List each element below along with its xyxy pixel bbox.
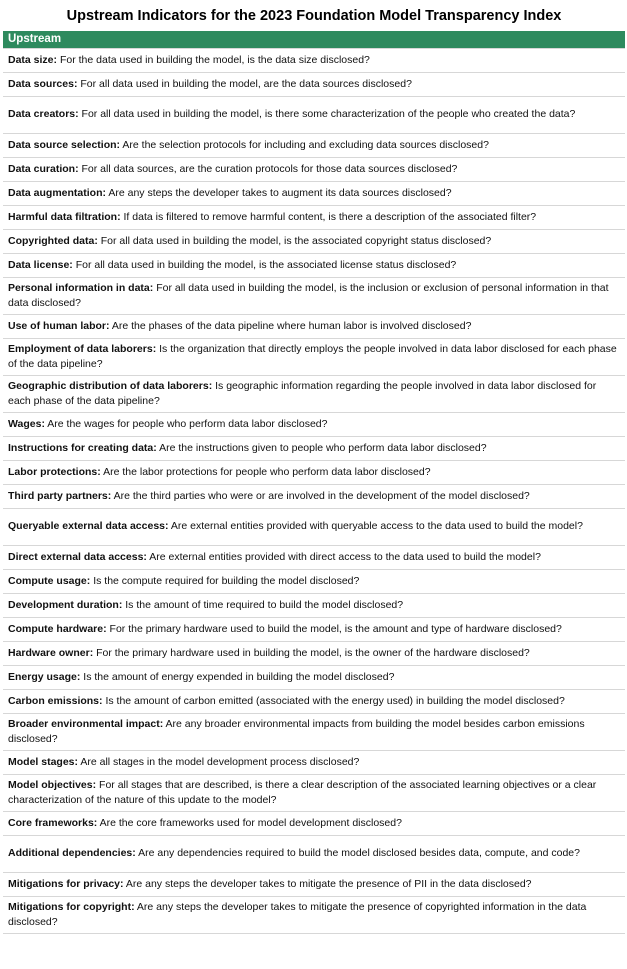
indicator-description: Are any steps the developer takes to augment its data sources disclosed? [108, 186, 452, 199]
indicator-text [8, 210, 536, 225]
indicator-description: Are any steps the developer takes to mitigate the presence of copyrighted information in the data disclosed? [8, 901, 587, 928]
indicator-row [3, 314, 625, 338]
indicator-term: Personal information in data: [8, 282, 154, 294]
indicator-row [3, 484, 625, 508]
indicator-row [3, 205, 625, 229]
section-header: Upstream [3, 31, 625, 48]
indicator-text [8, 281, 621, 310]
indicator-term: Energy usage: [8, 670, 81, 683]
indicator-text [8, 755, 359, 770]
indicator-row [3, 545, 625, 569]
indicator-row [3, 460, 625, 484]
indicator-text [8, 816, 402, 831]
page-title: Upstream Indicators for the 2023 Foundation Model Transparency Index [66, 7, 562, 24]
indicator-description: For the data used in building the model, is the data size disclosed? [59, 53, 370, 66]
indicator-row [3, 593, 625, 617]
indicator-row [3, 412, 625, 436]
indicator-text [8, 622, 562, 637]
indicator-text [8, 598, 403, 613]
indicator-description: Are the core frameworks used for model development disclosed? [99, 816, 402, 829]
indicator-term: Instructions for creating data: [8, 441, 157, 454]
indicator-term: Harmful data filtration: [8, 210, 121, 223]
indicator-term: Data augmentation: [8, 186, 107, 199]
indicator-description: Are the third parties who were or are involved in the development of the model disclosed? [113, 489, 530, 502]
indicator-description: Are the phases of the data pipeline where human labor is involved disclosed? [111, 319, 472, 332]
indicator-row [3, 157, 625, 181]
indicator-description: For all stages that are described, is there a clear description of the associated learning objectives or a clear characterization of the nature of this update to the model? [8, 779, 597, 806]
indicator-description: Are the wages for people who perform data labor disclosed? [47, 417, 328, 430]
indicator-row [3, 338, 625, 375]
indicator-description: Is geographic information regarding the people involved in data labor disclosed for each phase of the data pipeline? [8, 380, 597, 407]
indicator-text [8, 107, 575, 122]
indicator-text [8, 162, 457, 177]
indicator-text [8, 465, 431, 480]
indicator-description: Is the compute required for building the model disclosed? [93, 574, 360, 587]
indicator-description: Are the labor protections for people who perform data labor disclosed? [103, 465, 431, 478]
indicator-text [8, 77, 412, 92]
indicator-row [3, 375, 625, 412]
indicator-row [3, 750, 625, 774]
indicator-description: For all data sources, are the curation protocols for those data sources disclosed? [81, 162, 458, 175]
indicator-description: Is the amount of time required to build the model disclosed? [125, 598, 404, 611]
indicator-row [3, 835, 625, 872]
indicator-description: Are any broader environmental impacts from building the model besides carbon emissions disclosed? [8, 718, 585, 745]
indicator-term: Compute hardware: [8, 622, 107, 635]
indicator-term: Mitigations for copyright: [8, 901, 135, 913]
indicator-row [3, 48, 625, 72]
indicator-description: Are any steps the developer takes to mitigate the presence of PII in the data disclosed? [125, 877, 532, 890]
indicator-term: Data size: [8, 53, 58, 66]
indicator-row [3, 811, 625, 835]
indicator-text [8, 670, 394, 685]
indicator-text [8, 53, 370, 68]
indicator-term: Copyrighted data: [8, 234, 98, 247]
indicator-text [8, 379, 621, 408]
indicator-term: Data curation: [8, 162, 79, 175]
indicator-text [8, 186, 452, 201]
indicator-text [8, 138, 489, 153]
indicator-term: Hardware owner: [8, 646, 94, 659]
indicator-text [8, 519, 583, 534]
indicator-description: Are all stages in the model development process disclosed? [80, 755, 360, 768]
indicator-term: Data license: [8, 258, 73, 271]
indicator-row [3, 229, 625, 253]
indicator-description: For all data used in building the model, are the data sources disclosed? [80, 77, 412, 90]
indicator-row [3, 436, 625, 460]
indicator-text [8, 646, 530, 661]
indicator-list [3, 48, 625, 934]
indicator-row [3, 713, 625, 750]
indicator-description: For all data used in building the model, is there some characterization of the people who created the data? [81, 108, 576, 121]
indicator-row [3, 253, 625, 277]
indicator-term: Direct external data access: [8, 550, 147, 563]
indicator-row [3, 133, 625, 157]
indicator-text [8, 574, 359, 589]
indicator-row [3, 96, 625, 133]
indicator-description: Is the amount of energy expended in building the model disclosed? [83, 670, 395, 683]
indicator-row [3, 641, 625, 665]
indicator-text [8, 550, 541, 565]
indicator-term: Carbon emissions: [8, 694, 103, 707]
indicator-description: Is the amount of carbon emitted (associated with the energy used) in building the model disclosed? [105, 694, 565, 707]
indicator-text [8, 258, 456, 273]
indicator-text [8, 900, 621, 929]
indicator-description: For all data used in building the model, is the inclusion or exclusion of personal information in that data disclosed? [8, 282, 609, 309]
indicator-row [3, 617, 625, 641]
indicator-term: Third party partners: [8, 489, 112, 502]
indicator-term: Broader environmental impact: [8, 718, 164, 730]
indicator-row [3, 508, 625, 545]
indicator-description: For the primary hardware used in building the model, is the owner of the hardware disclosed? [96, 646, 530, 659]
indicator-text [8, 778, 621, 807]
indicator-row [3, 872, 625, 896]
indicator-text [8, 417, 327, 432]
indicator-term: Data creators: [8, 108, 79, 121]
indicator-text [8, 342, 621, 371]
indicator-term: Development duration: [8, 598, 123, 611]
indicator-term: Additional dependencies: [8, 847, 136, 860]
indicator-text [8, 846, 580, 861]
indicator-term: Data source selection: [8, 138, 121, 151]
indicator-text [8, 877, 532, 892]
indicator-description: For all data used in building the model, is the associated copyright status disclosed? [100, 234, 492, 247]
indicator-description: Is the organization that directly employs the people involved in data labor disclosed for each phase of the data pipeline? [8, 343, 617, 370]
indicator-row [3, 689, 625, 713]
indicator-term: Queryable external data access: [8, 520, 169, 533]
indicator-row [3, 774, 625, 811]
indicator-description: For all data used in building the model, is the associated license status disclosed? [75, 258, 457, 271]
indicator-term: Data sources: [8, 77, 78, 90]
indicator-description: Are any dependencies required to build the model disclosed besides data, compute, and code? [138, 847, 580, 860]
indicator-row [3, 896, 625, 933]
indicator-text [8, 717, 621, 746]
indicator-row [3, 181, 625, 205]
indicator-row [3, 277, 625, 314]
indicator-row [3, 569, 625, 593]
indicator-term: Labor protections: [8, 465, 101, 478]
indicator-text [8, 234, 491, 249]
indicator-row [3, 665, 625, 689]
indicator-term: Wages: [8, 417, 45, 430]
indicator-description: Are the selection protocols for including and excluding data sources disclosed? [122, 138, 489, 151]
indicator-row [3, 72, 625, 96]
indicator-term: Core frameworks: [8, 816, 98, 829]
indicator-description: Are external entities provided with queryable access to the data used to build the model? [170, 520, 583, 533]
indicator-term: Model stages: [8, 755, 79, 768]
indicator-description: Are the instructions given to people who perform data labor disclosed? [159, 441, 487, 454]
indicator-description: Are external entities provided with direct access to the data used to build the model? [149, 550, 541, 563]
indicator-term: Compute usage: [8, 574, 91, 587]
indicator-term: Use of human labor: [8, 319, 110, 332]
indicator-text [8, 694, 565, 709]
indicator-term: Employment of data laborers: [8, 343, 157, 355]
indicator-text [8, 441, 487, 456]
indicator-text [8, 489, 530, 504]
indicator-description: For the primary hardware used to build the model, is the amount and type of hardware disclosed? [109, 622, 562, 635]
indicator-term: Model objectives: [8, 779, 97, 791]
indicator-text [8, 319, 471, 334]
indicator-term: Mitigations for privacy: [8, 877, 124, 890]
indicator-description: If data is filtered to remove harmful content, is there a description of the associated filter? [123, 210, 537, 223]
indicator-term: Geographic distribution of data laborers: [8, 380, 213, 392]
